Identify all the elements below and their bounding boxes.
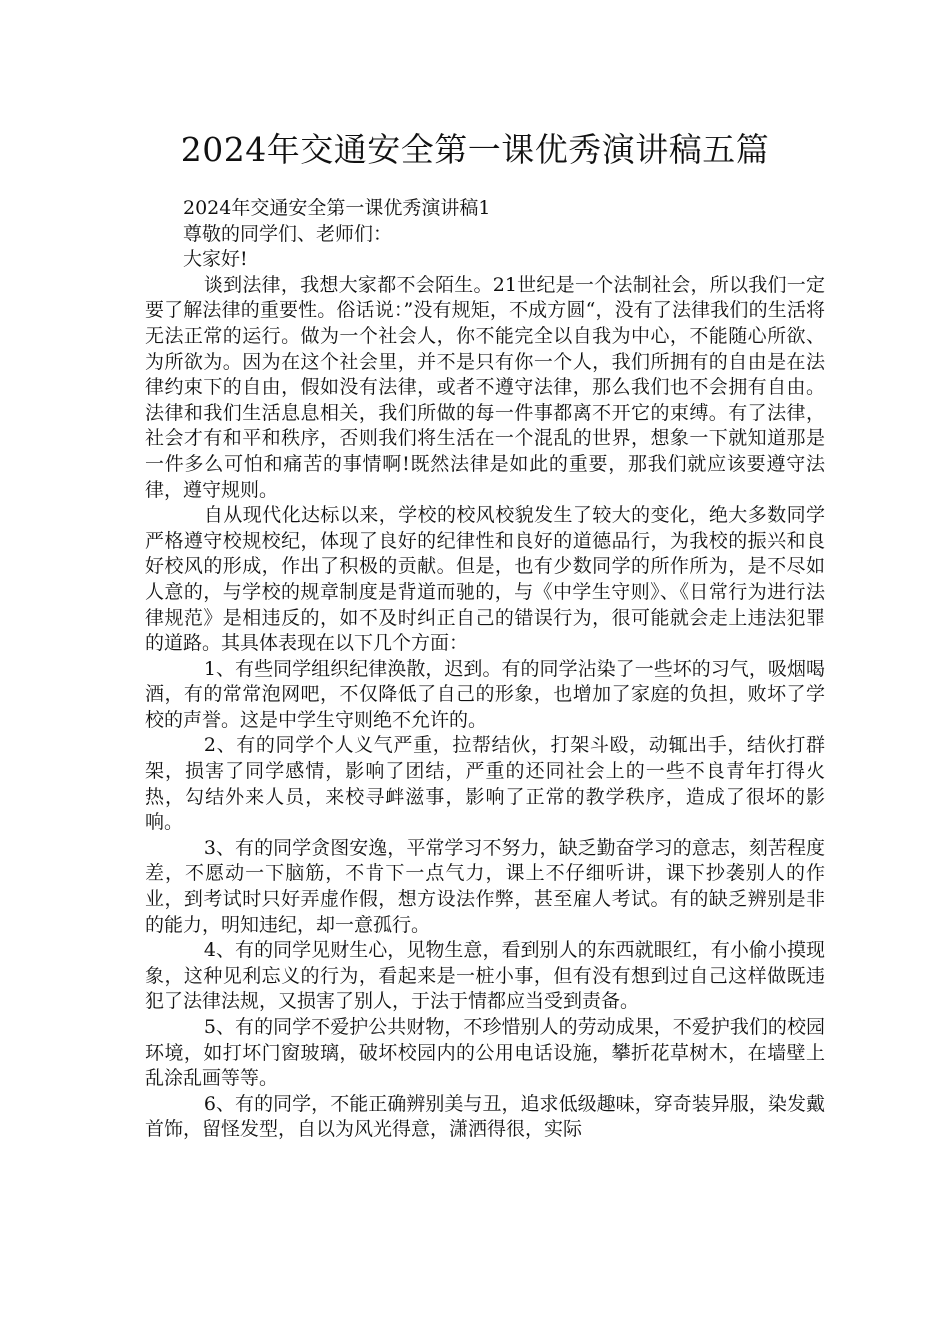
paragraph-point-2: 2、有的同学个人义气严重，拉帮结伙，打架斗殴，动辄出手，结伙打群架，损害了同学感情，影响了团结，严重的还同社会上的一些不良青年打得火热，勾结外来人员，来校寻衅滋事，影响了正常的教学秩序，造成了很坏的影响。 bbox=[145, 734, 825, 834]
speech-subtitle: 2024年交通安全第一课优秀演讲稿1 bbox=[183, 197, 491, 219]
salutation: 尊敬的同学们、老师们： bbox=[183, 222, 393, 245]
paragraph-point-4: 4、有的同学见财生心，见物生意，看到别人的东西就眼红，有小偷小摸现象，这种见利忘义的行为，看起来是一桩小事，但有没有想到过自己这样做既违犯了法律法规，又损害了别人，于法于情都应当受到责备。 bbox=[145, 939, 825, 1013]
paragraph-point-1: 1、有些同学组织纪律涣散，迟到。有的同学沾染了一些坏的习气，吸烟喝酒，有的常常泡网吧，不仅降低了自己的形象，也增加了家庭的负担，败坏了学校的声誉。这是中学生守则绝不允许的。 bbox=[145, 657, 825, 731]
greeting: 大家好! bbox=[183, 248, 248, 271]
document-body bbox=[145, 196, 825, 1143]
paragraph-school-change: 自从现代化达标以来，学校的校风校貌发生了较大的变化，绝大多数同学严格遵守校规校纪，体现了良好的纪律性和良好的道德品行，为我校的振兴和良好校风的形成，作出了积极的贡献。但是，也有少数同学的所作所为，是不尽如人意的，与学校的规章制度是背道而驰的，与《中学生守则》、《日常行为进行法律规范》是相违反的，如不及时纠正自己的错误行为，很可能就会走上违法犯罪的道路。其具体表现在以下几个方面： bbox=[145, 504, 825, 655]
paragraph-point-5: 5、有的同学不爱护公共财物，不珍惜别人的劳动成果，不爱护我们的校园环境，如打坏门窗玻璃，破坏校园内的公用电话设施，攀折花草树木，在墙壁上乱涂乱画等等。 bbox=[145, 1016, 825, 1090]
document-title: 2024年交通安全第一课优秀演讲稿五篇 bbox=[180, 130, 770, 169]
paragraph-point-6: 6、有的同学，不能正确辨别美与丑，追求低级趣味，穿奇装异服，染发戴首饰，留怪发型，自以为风光得意，潇洒得很，实际 bbox=[145, 1092, 825, 1141]
paragraph-law: 谈到法律，我想大家都不会陌生。21世纪是一个法制社会，所以我们一定要了解法律的重要性。俗话说：”没有规矩，不成方圆“，没有了法律我们的生活将无法正常的运行。做为一个社会人，你不能完全以自我为中心，不能随心所欲、为所欲为。因为在这个社会里，并不是只有你一个人，我们所拥有的自由是在法律约束下的自由，假如没有法律，或者不遵守法律，那么我们也不会拥有自由。法律和我们生活息息相关，我们所做的每一件事都离不开它的束缚。有了法律，社会才有和平和秩序，否则我们将生活在一个混乱的世界，想象一下就知道那是一件多么可怕和痛苦的事情啊!既然法律是如此的重要，那我们就应该要遵守法律，遵守规则。 bbox=[145, 273, 825, 501]
paragraph-point-3: 3、有的同学贪图安逸，平常学习不努力，缺乏勤奋学习的意志，刻苦程度差，不愿动一下脑筋，不肯下一点气力，课上不仔细听讲，课下抄袭别人的作业，到考试时只好弄虚作假，想方设法作弊，甚至雇人考试。有的缺乏辨别是非的能力，明知违纪，却一意孤行。 bbox=[145, 836, 825, 936]
